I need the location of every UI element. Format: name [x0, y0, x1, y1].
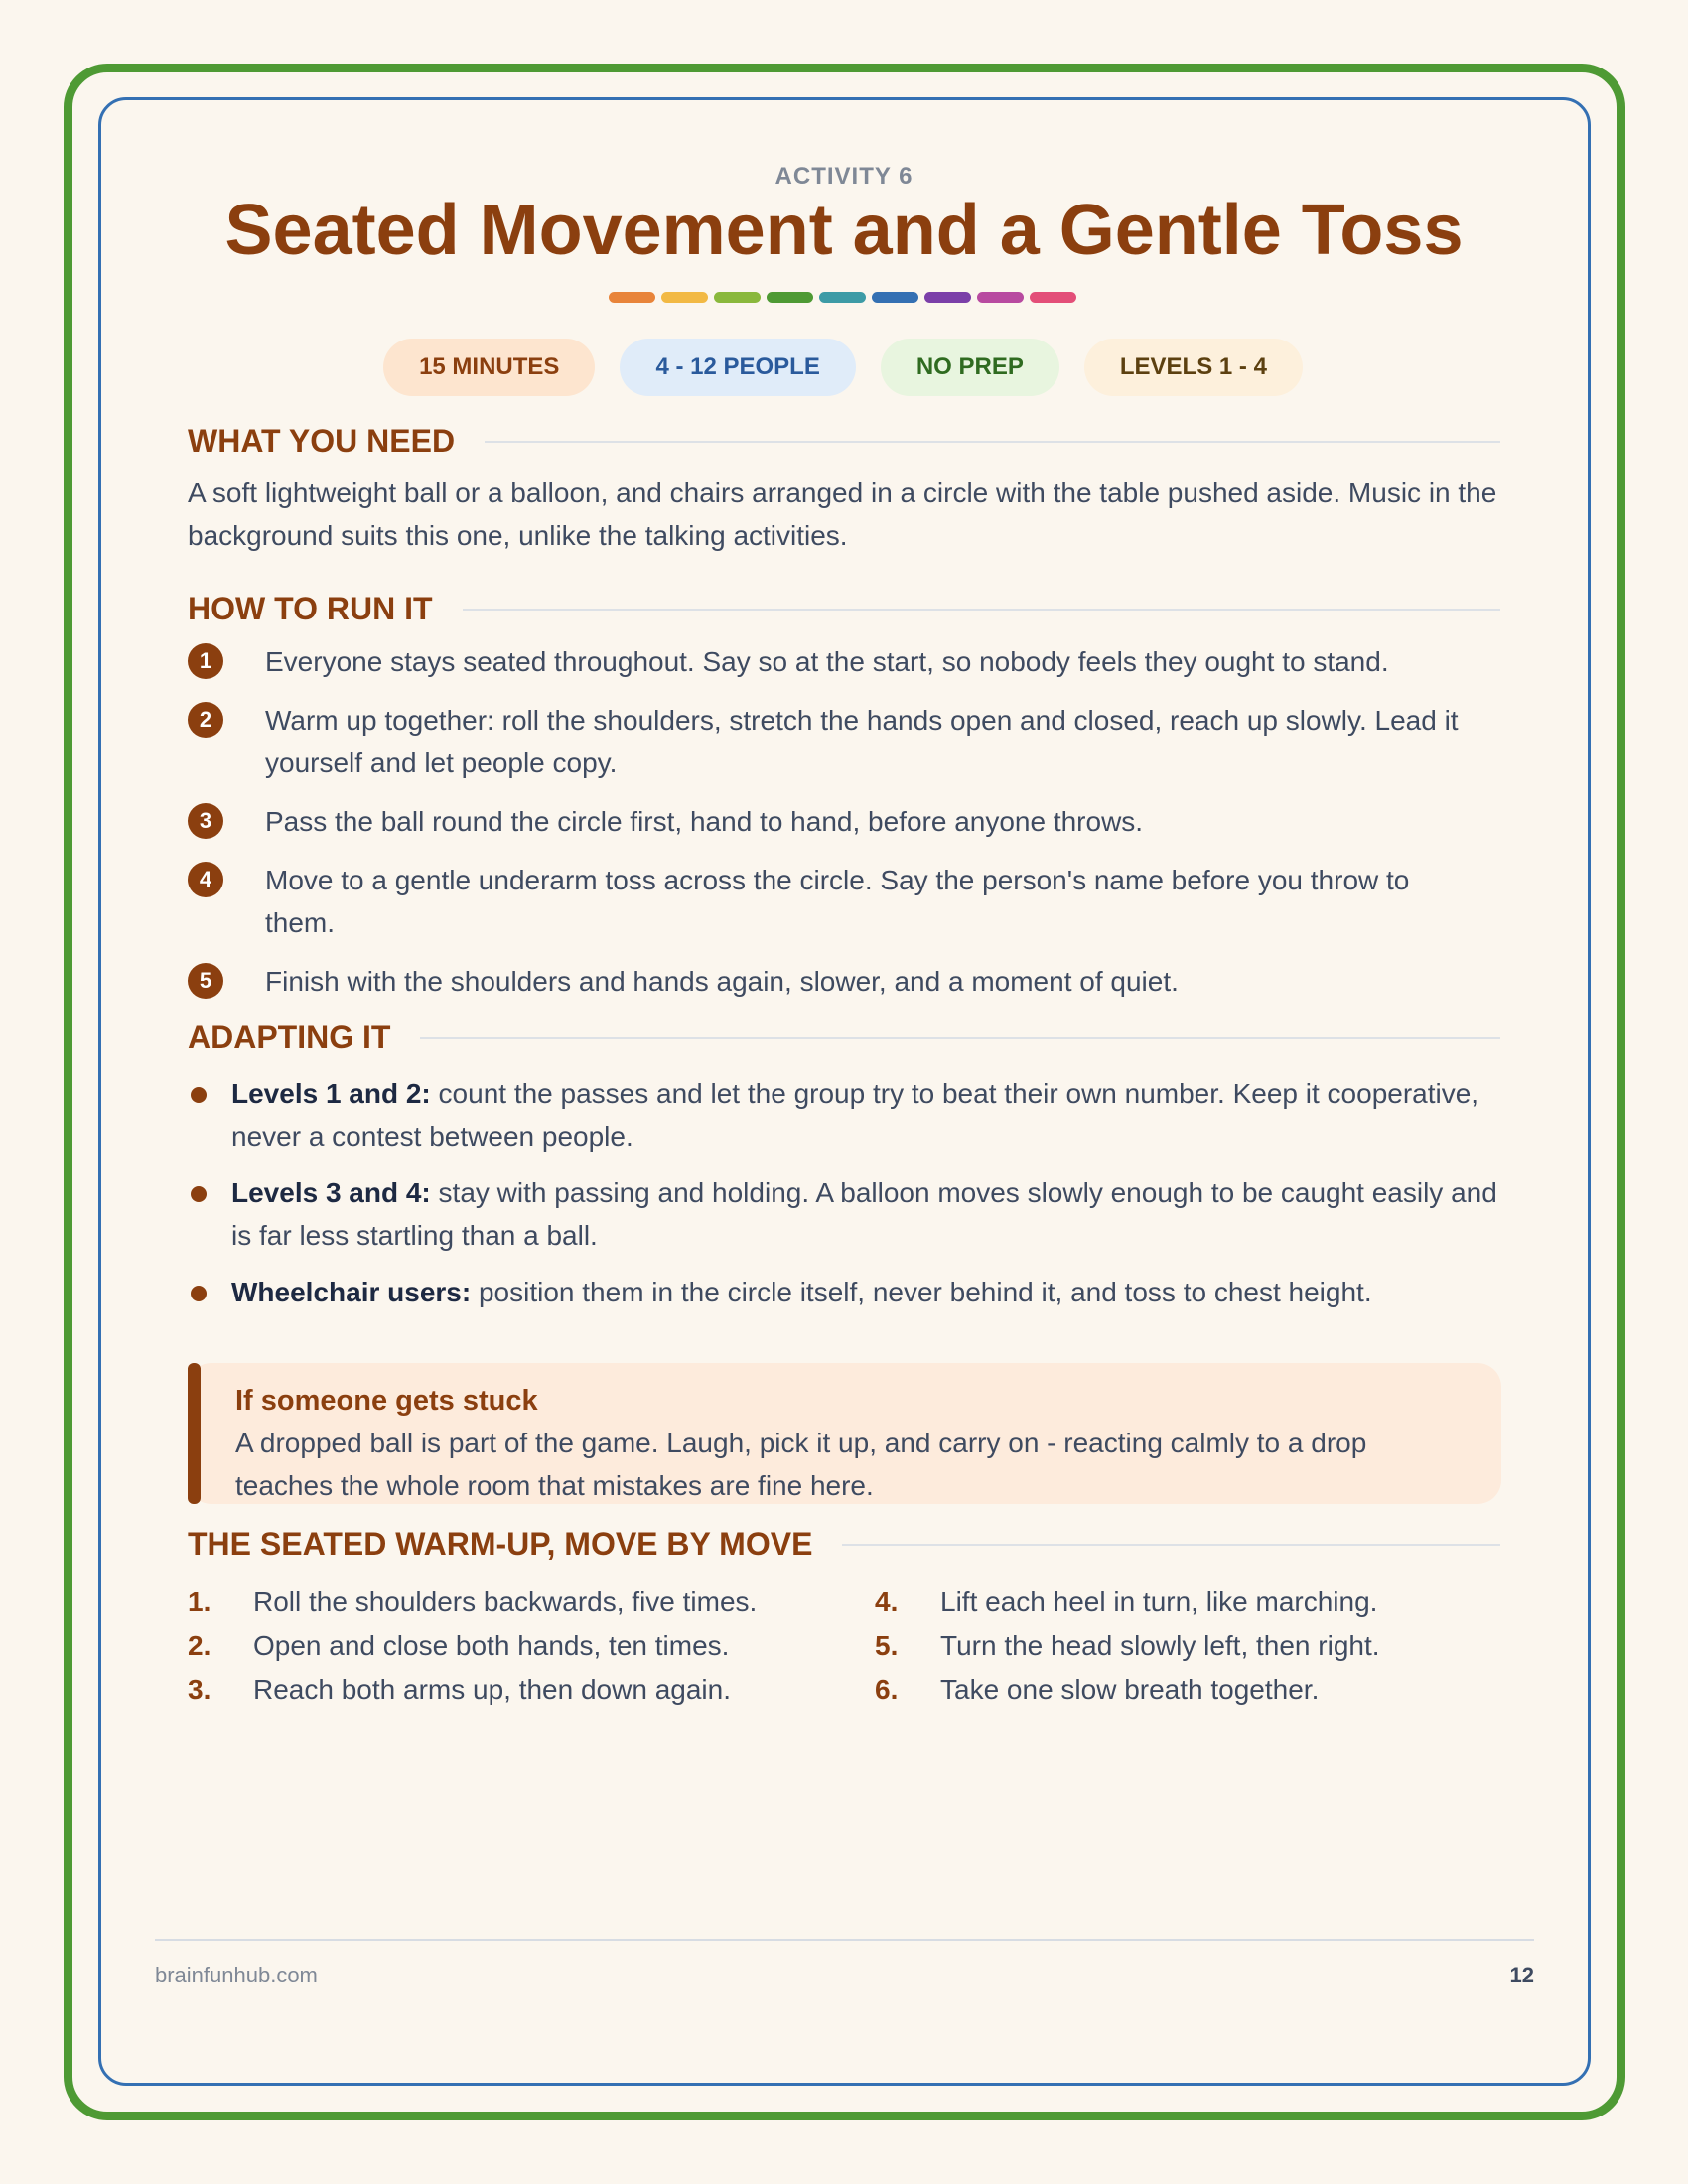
rainbow-segment: [1030, 292, 1076, 303]
step-number: 3: [188, 803, 223, 839]
steps-list: [188, 641, 1500, 1003]
bullet-dot: [191, 1087, 207, 1103]
list-item: [875, 1580, 1490, 1624]
move-text: Roll the shoulders backwards, five times.: [253, 1586, 758, 1617]
adapting-list: [188, 1072, 1500, 1313]
section-heading: HOW TO RUN IT: [188, 591, 433, 626]
step-text: Finish with the shoulders and hands again, slower, and a moment of quiet.: [265, 966, 1179, 997]
bullet-dot: [191, 1286, 207, 1301]
badge-row: [186, 339, 1500, 396]
section-rule: [463, 609, 1501, 611]
page-footer: [155, 1939, 1534, 1988]
list-item: [875, 1668, 1490, 1711]
list-item: [188, 961, 1500, 1003]
section-rule: [842, 1544, 1500, 1546]
move-number: 4.: [875, 1586, 899, 1617]
group-size-badge: 4 - 12 PEOPLE: [620, 339, 855, 396]
move-text: Turn the head slowly left, then right.: [940, 1630, 1380, 1661]
section-heading: WHAT YOU NEED: [188, 423, 456, 459]
list-item: [188, 1668, 875, 1711]
step-number: 5: [188, 963, 223, 999]
rainbow-segment: [819, 292, 866, 303]
section-heading: THE SEATED WARM-UP, MOVE BY MOVE: [188, 1526, 813, 1562]
tip-callout: [188, 1363, 1501, 1504]
bullet-body: count the passes and let the group try to beat their own number. Keep it cooperative, never a contest between people.: [231, 1078, 1479, 1152]
step-text: Everyone stays seated throughout. Say so at the start, so nobody feels they ought to stand.: [265, 646, 1389, 677]
activity-kicker: ACTIVITY 6: [774, 163, 914, 190]
callout-title: If someone gets stuck: [235, 1385, 538, 1417]
step-text: Warm up together: roll the shoulders, stretch the hands open and closed, reach up slowly. Lead it yourself and let people copy.: [265, 705, 1459, 778]
section-what-you-need: [188, 423, 1500, 460]
rainbow-segment: [872, 292, 918, 303]
page-number: 12: [1509, 1963, 1534, 1987]
rainbow-segment: [609, 292, 655, 303]
callout-accent-bar: [188, 1363, 201, 1504]
list-item: [188, 1171, 1500, 1257]
prep-badge: NO PREP: [881, 339, 1059, 396]
step-number: 1: [188, 643, 223, 679]
levels-badge: LEVELS 1 - 4: [1084, 339, 1303, 396]
rainbow-segment: [924, 292, 971, 303]
move-number: 5.: [875, 1630, 899, 1661]
footer-site[interactable]: brainfunhub.com: [155, 1963, 318, 1987]
rainbow-divider: [184, 292, 1500, 303]
bullet-label: Levels 3 and 4:: [231, 1177, 431, 1208]
step-number: 2: [188, 702, 223, 738]
what-you-need-text: A soft lightweight ball or a balloon, and chairs arranged in a circle with the table pushed aside. Music in the background suits this one, unlike the talking activities.: [188, 478, 1497, 551]
move-number: 2.: [188, 1630, 211, 1661]
move-text: Reach both arms up, then down again.: [253, 1674, 731, 1705]
move-number: 1.: [188, 1586, 211, 1617]
rainbow-segment: [767, 292, 813, 303]
rainbow-segment: [714, 292, 761, 303]
page-content: [188, 159, 1500, 1711]
callout-text: A dropped ball is part of the game. Laugh, pick it up, and carry on - reacting calmly to a drop teaches the whole room that mistakes are fine here.: [235, 1428, 1367, 1501]
list-item: [875, 1624, 1490, 1668]
section-rule: [420, 1037, 1500, 1039]
section-rule: [485, 441, 1500, 443]
duration-badge: 15 MINUTES: [383, 339, 595, 396]
move-text: Take one slow breath together.: [940, 1674, 1320, 1705]
step-text: Move to a gentle underarm toss across the circle. Say the person's name before you throw to them.: [265, 865, 1410, 938]
list-item: [188, 641, 1500, 683]
bullet-body: position them in the circle itself, never behind it, and toss to chest height.: [471, 1277, 1372, 1307]
bullet-body: stay with passing and holding. A balloon moves slowly enough to be caught easily and is far less startling than a ball.: [231, 1177, 1497, 1251]
step-text: Pass the ball round the circle first, hand to hand, before anyone throws.: [265, 806, 1144, 837]
move-number: 6.: [875, 1674, 899, 1705]
bullet-label: Wheelchair users:: [231, 1277, 472, 1307]
list-item: [188, 801, 1500, 843]
rainbow-segment: [977, 292, 1024, 303]
bullet-text: [231, 1072, 1500, 1158]
section-warmup: [188, 1526, 1500, 1563]
bullet-dot: [191, 1186, 207, 1202]
move-number: 3.: [188, 1674, 211, 1705]
bullet-label: Levels 1 and 2:: [231, 1078, 431, 1109]
section-how-to-run: [188, 591, 1500, 627]
bullet-text: [231, 1271, 1500, 1313]
section-adapting: [188, 1020, 1500, 1056]
list-item: [188, 1580, 875, 1624]
list-item: [188, 1271, 1500, 1313]
page-title: Seated Movement and a Gentle Toss: [224, 191, 1464, 270]
move-text: Lift each heel in turn, like marching.: [940, 1586, 1378, 1617]
section-heading: ADAPTING IT: [188, 1020, 391, 1055]
rainbow-segment: [661, 292, 708, 303]
list-item: [188, 1072, 1500, 1158]
step-number: 4: [188, 862, 223, 897]
list-item: [188, 700, 1500, 784]
list-item: [188, 1624, 875, 1668]
warmup-list: [188, 1580, 1500, 1711]
bullet-text: [231, 1171, 1500, 1257]
move-text: Open and close both hands, ten times.: [253, 1630, 730, 1661]
list-item: [188, 860, 1500, 944]
